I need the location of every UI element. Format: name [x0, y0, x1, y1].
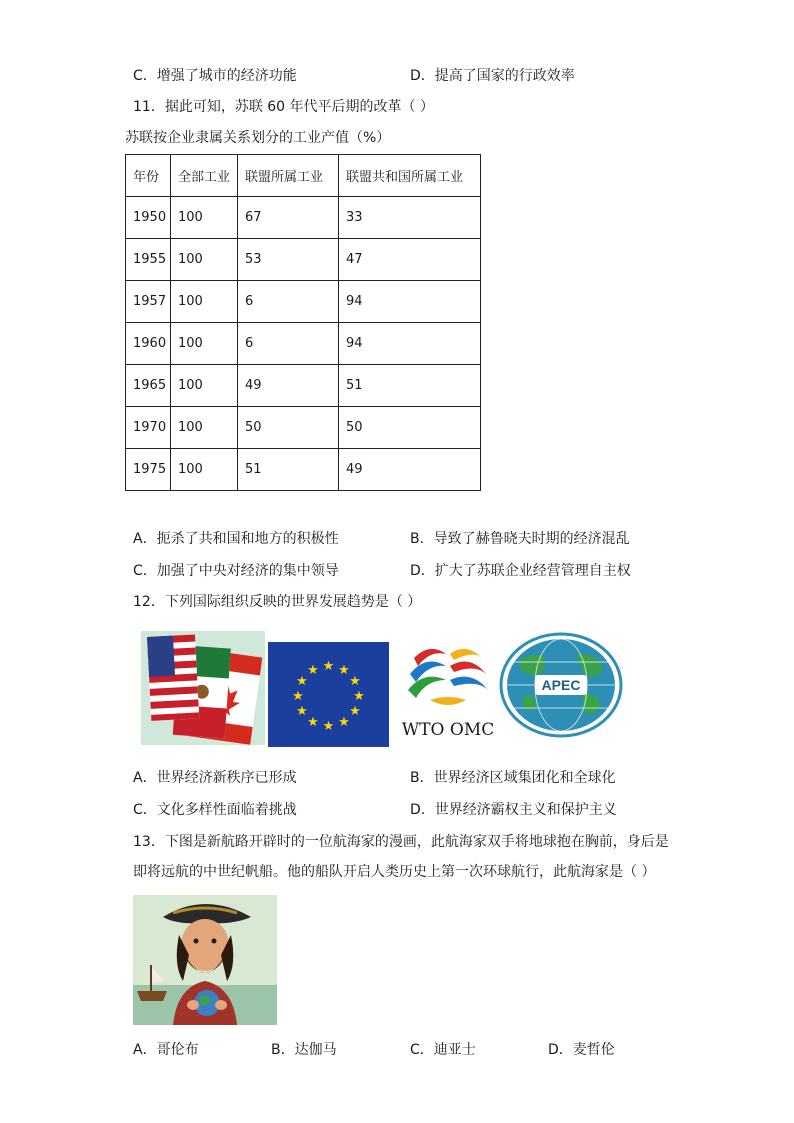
table-cell: 50	[238, 407, 339, 449]
table-cell: 1950	[126, 197, 171, 239]
table-cell: 1965	[126, 365, 171, 407]
table-cell: 100	[171, 197, 238, 239]
table-header-cell: 联盟所属工业	[238, 155, 339, 197]
table-cell: 51	[238, 449, 339, 491]
q11-option-c: C．加强了中央对经济的集中领导	[133, 563, 339, 579]
table-row	[126, 197, 481, 239]
svg-text:★: ★	[338, 663, 350, 678]
q13-option-b: B．达伽马	[271, 1042, 337, 1058]
q12-option-b: B．世界经济区域集团化和全球化	[410, 770, 616, 786]
table-cell: 6	[238, 281, 339, 323]
table-header-cell: 联盟共和国所属工业	[339, 155, 481, 197]
q11-option-a: A．扼杀了共和国和地方的积极性	[133, 531, 339, 547]
table-cell: 1970	[126, 407, 171, 449]
apec-logo-image	[499, 632, 623, 738]
svg-text:★: ★	[292, 689, 304, 704]
table-cell: 1960	[126, 323, 171, 365]
table-header-cell: 全部工业	[171, 155, 238, 197]
q11-stem: 11．据此可知，苏联 60 年代平后期的改革（ ）	[133, 99, 434, 115]
q11-table-title: 苏联按企业隶属关系划分的工业产值（%）	[125, 130, 391, 146]
industry-output-table	[125, 154, 481, 491]
table-cell: 6	[238, 323, 339, 365]
table-row	[126, 239, 481, 281]
q11-option-d: D．扩大了苏联企业经营管理自主权	[410, 563, 631, 579]
table-cell: 49	[339, 449, 481, 491]
navigator-cartoon-image	[133, 895, 277, 1025]
table-cell: 100	[171, 449, 238, 491]
table-row	[126, 323, 481, 365]
svg-text:★: ★	[307, 715, 319, 730]
q13-stem-line2: 即将远航的中世纪帆船。他的船队开启人类历史上第一次环球航行，此航海家是（ ）	[133, 864, 656, 880]
table-cell: 47	[339, 239, 481, 281]
table-row	[126, 449, 481, 491]
svg-text:★: ★	[349, 674, 361, 689]
svg-text:★: ★	[349, 704, 361, 719]
wto-logo-icon	[400, 640, 496, 720]
svg-text:★: ★	[296, 674, 308, 689]
table-cell: 100	[171, 239, 238, 281]
svg-text:★: ★	[338, 715, 350, 730]
q13-option-d: D．麦哲伦	[548, 1042, 615, 1058]
q12-stem: 12．下列国际组织反映的世界发展趋势是（ ）	[133, 594, 422, 610]
svg-text:★: ★	[296, 704, 308, 719]
table-cell: 1957	[126, 281, 171, 323]
q13-option-c: C．迪亚士	[410, 1042, 476, 1058]
table-cell: 53	[238, 239, 339, 281]
table-cell: 33	[339, 197, 481, 239]
q10-option-d: D．提高了国家的行政效率	[410, 68, 575, 84]
table-cell: 94	[339, 323, 481, 365]
table-row	[126, 407, 481, 449]
table-cell: 100	[171, 365, 238, 407]
table-cell: 94	[339, 281, 481, 323]
q13-option-a: A．哥伦布	[133, 1042, 199, 1058]
svg-text:★: ★	[307, 663, 319, 678]
table-cell: 51	[339, 365, 481, 407]
nafta-flags-image	[141, 631, 265, 745]
table-cell: 49	[238, 365, 339, 407]
eu-flag-icon	[268, 642, 389, 747]
wto-logo-label: WTO OMC	[401, 720, 495, 740]
eu-flag-image	[268, 642, 389, 747]
table-header-cell: 年份	[126, 155, 171, 197]
q13-stem-line1: 13．下图是新航路开辟时的一位航海家的漫画，此航海家双手将地球抱在胸前，身后是	[133, 834, 669, 850]
q12-option-a: A．世界经济新秩序已形成	[133, 770, 297, 786]
q12-option-c: C．文化多样性面临着挑战	[133, 802, 297, 818]
table-cell: 100	[171, 323, 238, 365]
table-cell: 100	[171, 281, 238, 323]
svg-text:★: ★	[353, 689, 365, 704]
table-row	[126, 281, 481, 323]
wto-logo-image	[400, 640, 496, 744]
table-cell: 1955	[126, 239, 171, 281]
q10-option-c: C．增强了城市的经济功能	[133, 68, 297, 84]
table-cell: 50	[339, 407, 481, 449]
table-header-row	[126, 155, 481, 197]
nafta-flags-icon	[141, 631, 265, 745]
q12-option-d: D．世界经济霸权主义和保护主义	[410, 802, 617, 818]
table-cell: 67	[238, 197, 339, 239]
table-row	[126, 365, 481, 407]
q11-option-b: B．导致了赫鲁晓夫时期的经济混乱	[410, 531, 630, 547]
navigator-cartoon-icon	[133, 895, 277, 1025]
apec-logo-label: APEC	[535, 675, 587, 695]
svg-text:★: ★	[322, 659, 335, 674]
table-cell: 1975	[126, 449, 171, 491]
table-cell: 100	[171, 407, 238, 449]
svg-text:★: ★	[322, 719, 335, 734]
